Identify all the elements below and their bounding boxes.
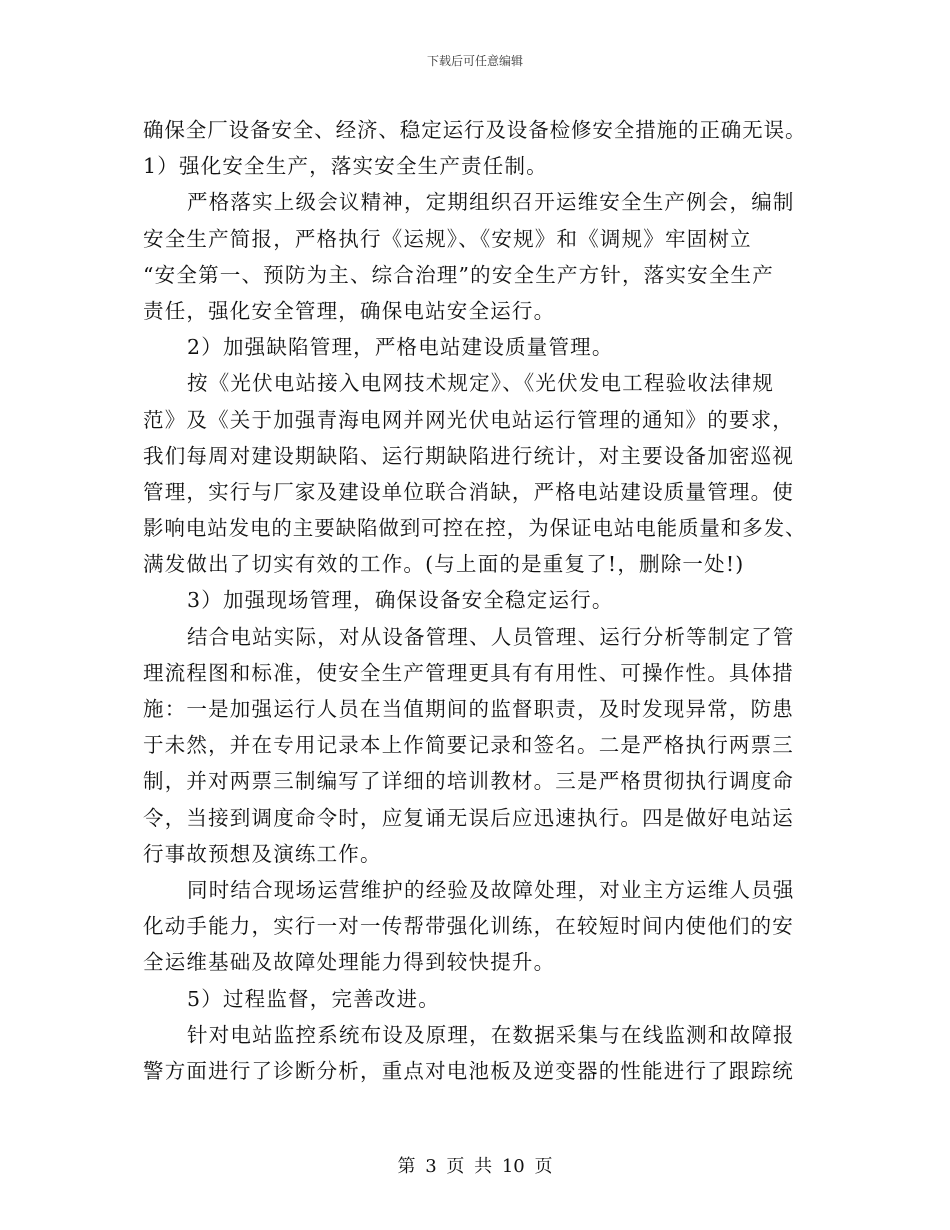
- body-line: 于未然，并在专用记录本上作简要记录和签名。二是严格执行两票三: [143, 733, 794, 758]
- section-heading: 3）加强现场管理，确保设备安全稳定运行。: [187, 588, 614, 613]
- body-line: 令，当接到调度命令时，应复诵无误后应迅速执行。四是做好电站运: [143, 805, 794, 830]
- body-line: 责任，强化安全管理，确保电站安全运行。: [143, 298, 556, 323]
- body-line: 我们每周对建设期缺陷、运行期缺陷进行统计，对主要设备加密巡视: [143, 443, 794, 468]
- body-line: 满发做出了切实有效的工作。(与上面的是重复了!，删除一处!): [143, 552, 745, 577]
- body-line: 针对电站监控系统布设及原理，在数据采集与在线监测和故障报: [187, 1022, 795, 1047]
- body-line: 化动手能力，实行一对一传帮带强化训练，在较短时间内使他们的安: [143, 914, 794, 939]
- body-line: 严格落实上级会议精神，定期组织召开运维安全生产例会，编制: [187, 190, 795, 215]
- body-line: 施：一是加强运行人员在当值期间的监督职责，及时发现异常，防患: [143, 697, 794, 721]
- body-line: 安全生产简报，严格执行《运规》、《安规》和《调规》牢固树立: [143, 226, 752, 251]
- body-line: 警方面进行了诊断分析，重点对电池板及逆变器的性能进行了跟踪统: [143, 1058, 794, 1083]
- body-line: 同时结合现场运营维护的经验及故障处理，对业主方运维人员强: [187, 877, 795, 902]
- section-heading: 5）过程监督，完善改进。: [187, 986, 440, 1011]
- body-line: 全运维基础及故障处理能力得到较快提升。: [143, 950, 556, 975]
- body-line: 管理，实行与厂家及建设单位联合消缺，严格电站建设质量管理。使: [143, 479, 794, 504]
- body-line: 按《光伏电站接入电网技术规定》、《光伏发电工程验收法律规: [187, 371, 775, 396]
- page-header: 下载后可任意编辑: [426, 54, 523, 68]
- body-line: 行事故预想及演练工作。: [143, 841, 382, 866]
- body-line: 范》及《关于加强青海电网并网光伏电站运行管理的通知》的要求，: [143, 407, 794, 432]
- section-heading: 2）加强缺陷管理，严格电站建设质量管理。: [187, 335, 614, 360]
- document-body: [143, 112, 815, 1089]
- body-line: “安全第一、预防为主、综合治理”的安全生产方针，落实安全生产: [143, 262, 774, 287]
- body-line: 制，并对两票三制编写了详细的培训教材。三是严格贯彻执行调度命: [143, 769, 794, 794]
- page-footer: 第 3 页 共 10 页: [397, 1156, 553, 1177]
- section-heading: 1）强化安全生产，落实安全生产责任制。: [143, 154, 548, 179]
- body-line: 影响电站发电的主要缺陷做到可控在控，为保证电站电能质量和多发、: [143, 516, 807, 541]
- body-line: 结合电站实际，对从设备管理、人员管理、运行分析等制定了管: [187, 624, 795, 649]
- body-line: 确保全厂设备安全、经济、稳定运行及设备检修安全措施的正确无误。: [143, 118, 807, 142]
- body-line: 理流程图和标准，使安全生产管理更具有有用性、可操作性。具体措: [143, 660, 794, 685]
